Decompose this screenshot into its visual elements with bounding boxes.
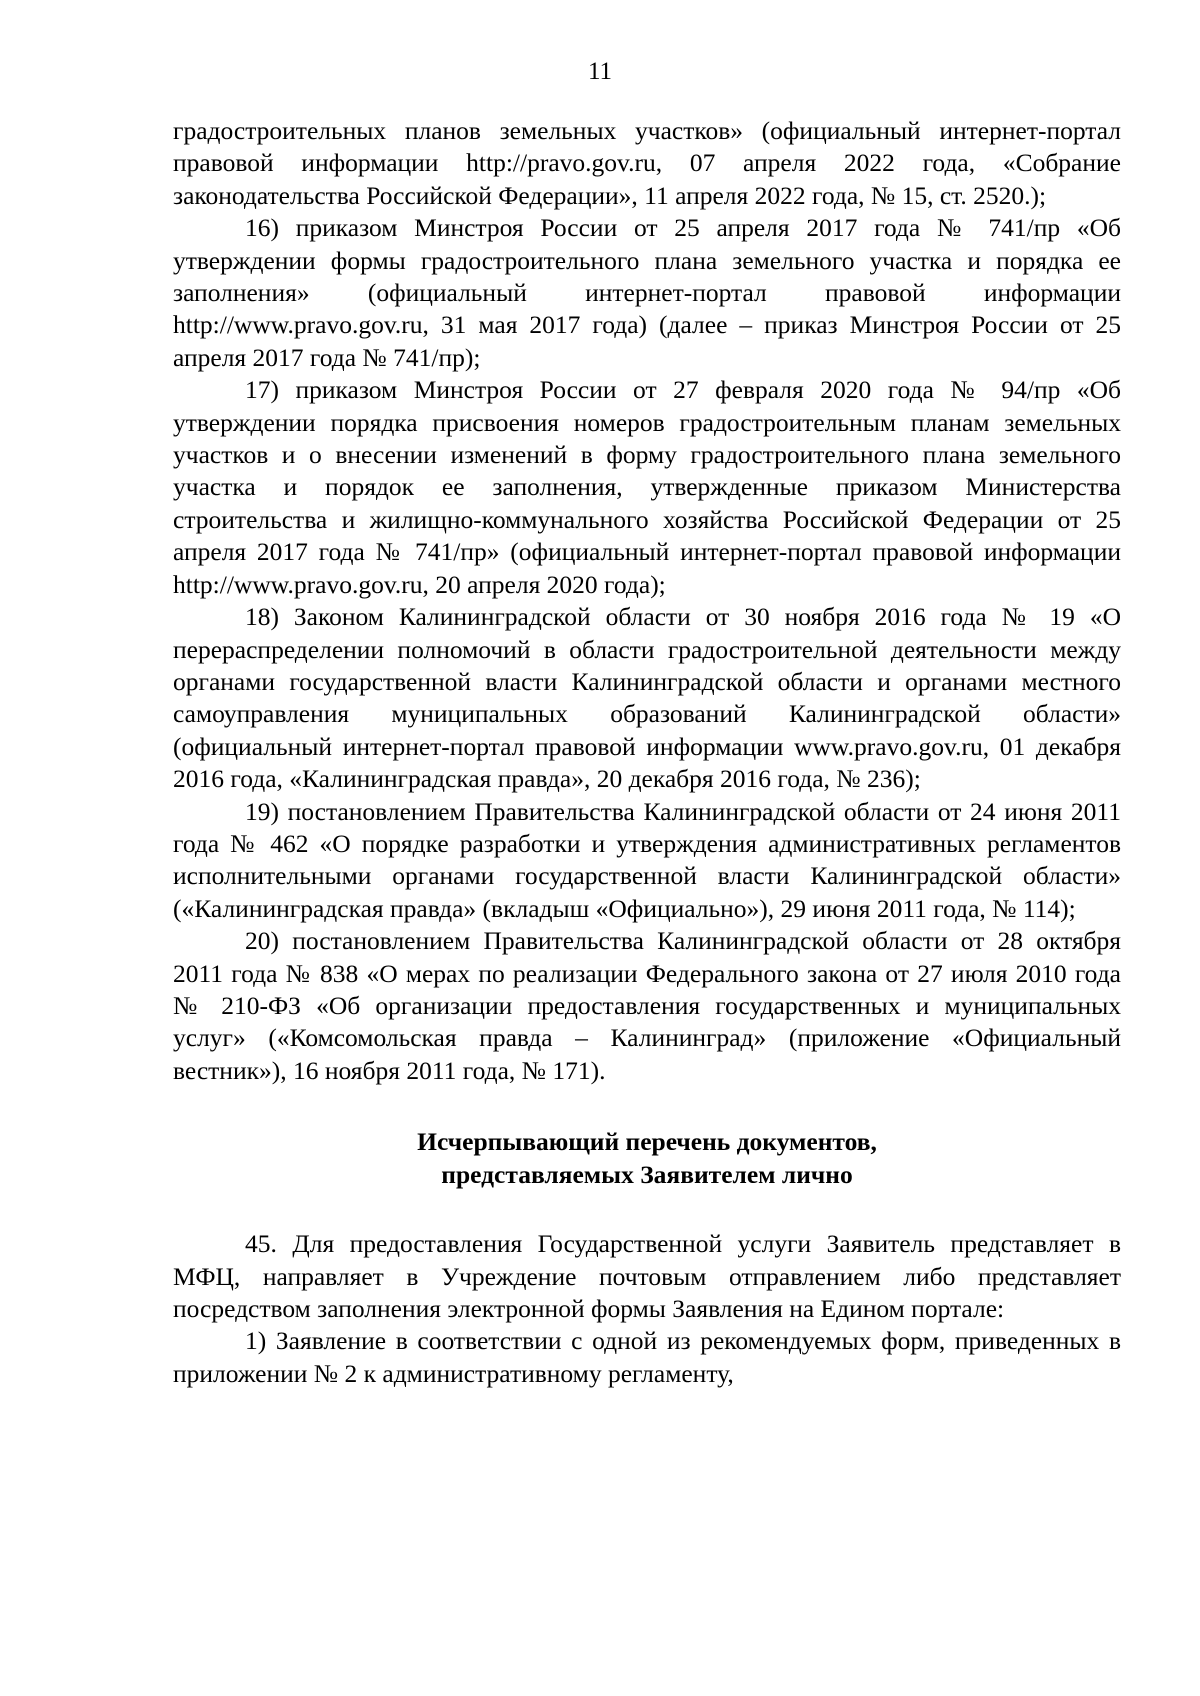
- paragraph-continued: градостроительных планов земельных участков» (официальный интернет-портал правовой информации http://pravo.gov.ru, 07 апреля 2022 года, «Собрание законодательства Российской Федерации», 11 апреля 2022 года, № 15, ст. 2520.);: [173, 116, 1121, 210]
- legal-basis-list: [173, 115, 1121, 1087]
- section-heading-line-1: Исчерпывающий перечень документов,: [417, 1127, 877, 1157]
- paragraph-item-19: 19) постановлением Правительства Калининградской области от 24 июня 2011 года № 462 «О порядке разработки и утверждения административных регламентов исполнительными органами государственной власти Калининградской области» («Калининградская правда» (вкладыш «Официально»), 29 июня 2011 года, № 114);: [173, 796, 1121, 923]
- paragraph-item-17: 17) приказом Минстроя России от 27 февраля 2020 года № 94/пр «Об утверждении порядка присвоения номеров градостроительным планам земельных участков и о внесении изменений в форму градостроительного плана земельного участка и порядок ее заполнения, утвержденные приказом Министерства строительства и жилищно-коммунального хозяйства Российской Федерации от 25 апреля 2017 года № 741/пр» (официальный интернет-портал правовой информации http://www.pravo.gov.ru, 20 апреля 2020 года);: [173, 375, 1121, 599]
- section-heading-line-2: представляемых Заявителем лично: [441, 1160, 853, 1190]
- documents-section: [173, 1228, 1121, 1390]
- paragraph-45: 45. Для предоставления Государственной услуги Заявитель представляет в МФЦ, направляет в Учреждение почтовым отправлением либо представляет посредством заполнения электронной формы Заявления на Едином портале:: [173, 1229, 1121, 1323]
- paragraph-item-18: 18) Законом Калининградской области от 30 ноября 2016 года № 19 «О перераспределении полномочий в области градостроительной деятельности между органами государственной власти Калининградской области и органами местного самоуправления муниципальных образований Калининградской области» (официальный интернет-портал правовой информации www.pravo.gov.ru, 01 декабря 2016 года, «Калининградская правда», 20 декабря 2016 года, № 236);: [173, 602, 1121, 794]
- section-heading: [173, 1125, 1121, 1191]
- paragraph-item-16: 16) приказом Минстроя России от 25 апреля 2017 года № 741/пр «Об утверждении формы градостроительного плана земельного участка и порядка ее заполнения» (официальный интернет-портал правовой информации http://www.pravo.gov.ru, 31 мая 2017 года) (далее – приказ Минстроя России от 25 апреля 2017 года № 741/пр);: [173, 213, 1121, 372]
- paragraph-item-20: 20) постановлением Правительства Калининградской области от 28 октября 2011 года № 838 «О мерах по реализации Федерального закона от 27 июля 2010 года № 210-ФЗ «Об организации предоставления государственных и муниципальных услуг» («Комсомольская правда – Калининград» (приложение «Официальный вестник»), 16 ноября 2011 года, № 171).: [173, 926, 1121, 1085]
- paragraph-45-item-1: 1) Заявление в соответствии с одной из рекомендуемых форм, приведенных в приложении № 2 к административному регламенту,: [173, 1326, 1121, 1388]
- document-body: [173, 115, 1121, 1390]
- page-number: 11: [587, 58, 613, 85]
